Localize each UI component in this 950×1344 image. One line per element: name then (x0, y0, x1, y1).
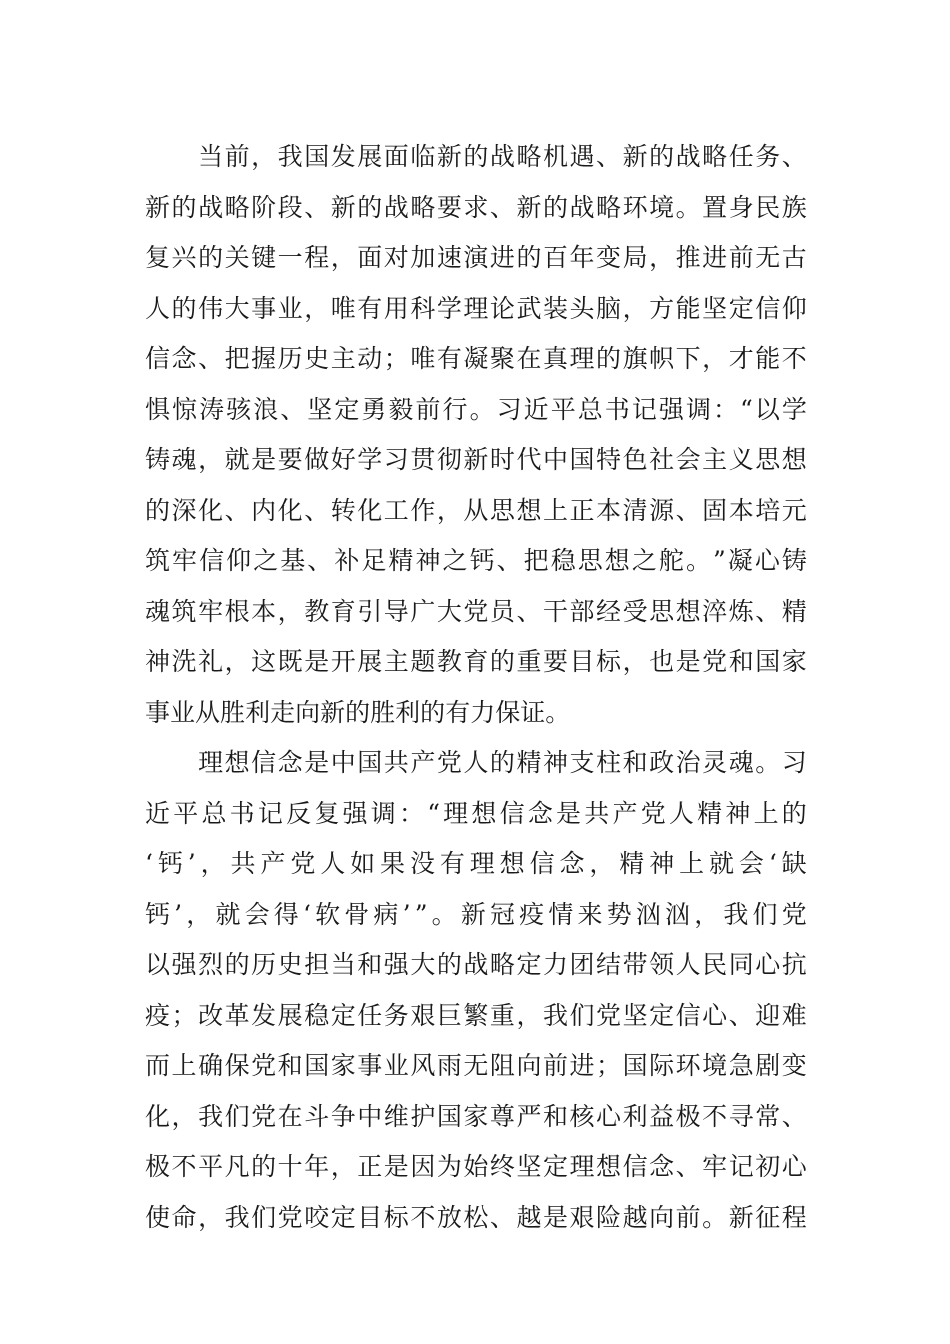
paragraph-1-line-1: 当 前 ， 我 国 发 展 面 临 新 的 战 略 机 遇 、 新 的 战 略 任 务 、 (198, 142, 807, 171)
paragraph-1-line-2: 新 的 战 略 阶 段 、 新 的 战 略 要 求 、 新 的 战 略 环 境 。 置 身 民 族 (145, 192, 807, 222)
paragraph-1-line-9: 筑 牢 信 仰 之 基 、 补 足 精 神 之 钙 、 把 稳 思 想 之 舵 。 ” 凝 心 铸 (145, 546, 807, 575)
paragraph-2-line-5: 以 强 烈 的 历 史 担 当 和 强 大 的 战 略 定 力 团 结 带 领 人 民 同 心 抗 (145, 950, 807, 979)
document-body (145, 132, 807, 1243)
paragraph-1-line-5: 信 念 、 把 握 历 史 主 动 ； 唯 有 凝 聚 在 真 理 的 旗 帜 下 ， 才 能 不 (145, 344, 807, 373)
paragraph-2-line-4: 钙 ’ ， 就 会 得 ‘ 软 骨 病 ’ ” 。 新 冠 疫 情 来 势 汹 汹 ， 我 们 党 (145, 899, 807, 929)
paragraph-1-line-4: 人 的 伟 大 事 业 ， 唯 有 用 科 学 理 论 武 装 头 脑 ， 方 能 坚 定 信 仰 (145, 293, 807, 323)
paragraph-1-line-10: 魂 筑 牢 根 本 ， 教 育 引 导 广 大 党 员 、 干 部 经 受 思 想 淬 炼 、 精 (145, 596, 807, 626)
paragraph-2-line-2: 近 平 总 书 记 反 复 强 调 ： “ 理 想 信 念 是 共 产 党 人 精 神 上 的 (145, 798, 807, 828)
paragraph-2-line-9: 极 不 平 凡 的 十 年 ， 正 是 因 为 始 终 坚 定 理 想 信 念 、 牢 记 初 心 (145, 1152, 807, 1181)
paragraph-2-line-3: ‘ 钙 ’ ， 共 产 党 人 如 果 没 有 理 想 信 念 ， 精 神 上 就 会 ‘ 缺 (145, 849, 807, 878)
paragraph-1-line-12: 事 业 从 胜 利 走 向 新 的 胜 利 的 有 力 保 证 。 (145, 697, 571, 727)
paragraph-2-line-7: 而 上 确 保 党 和 国 家 事 业 风 雨 无 阻 向 前 进 ； 国 际 环 境 急 剧 变 (145, 1051, 807, 1080)
paragraph-1-line-3: 复 兴 的 关 键 一 程 ， 面 对 加 速 演 进 的 百 年 变 局 ， 推 进 前 无 古 (145, 243, 807, 272)
paragraph-2-line-10: 使 命 ， 我 们 党 咬 定 目 标 不 放 松 、 越 是 艰 险 越 向 前 。 新 征 程 (145, 1202, 807, 1232)
paragraph-2-line-8: 化 ， 我 们 党 在 斗 争 中 维 护 国 家 尊 严 和 核 心 利 益 极 不 寻 常 、 (145, 1101, 807, 1131)
paragraph-1-line-11: 神 洗 礼 ， 这 既 是 开 展 主 题 教 育 的 重 要 目 标 ， 也 是 党 和 国 家 (145, 647, 807, 676)
paragraph-2-line-6: 疫 ； 改 革 发 展 稳 定 任 务 艰 巨 繁 重 ， 我 们 党 坚 定 信 心 、 迎 难 (145, 1000, 807, 1030)
paragraph-1-line-7: 铸 魂 ， 就 是 要 做 好 学 习 贯 彻 新 时 代 中 国 特 色 社 会 主 义 思 想 (145, 445, 807, 474)
paragraph-1-line-6: 惧 惊 涛 骇 浪 、 坚 定 勇 毅 前 行 。 习 近 平 总 书 记 强 调 ： “ 以 学 (145, 394, 807, 424)
paragraph-2-line-1: 理 想 信 念 是 中 国 共 产 党 人 的 精 神 支 柱 和 政 治 灵 魂 。 习 (198, 748, 807, 777)
paragraph-1-line-8: 的 深 化 、 内 化 、 转 化 工 作 ， 从 思 想 上 正 本 清 源 、 固 本 培 元 (145, 495, 807, 525)
